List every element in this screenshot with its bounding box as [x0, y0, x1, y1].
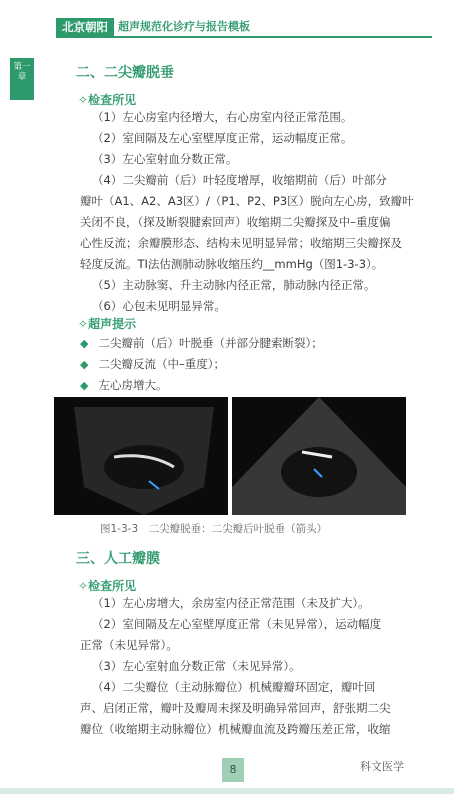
- header-rule: [56, 36, 432, 38]
- hint-text: 左心房增大。: [98, 378, 168, 392]
- page-header: [0, 0, 454, 40]
- diamond-bullet-icon: ◆: [80, 337, 89, 350]
- paragraph-line: （1）左心房室内径增大，右心房室内径正常范围。: [92, 110, 353, 124]
- chapter-tab: 第一章: [10, 58, 34, 100]
- hint-item: [80, 354, 225, 375]
- echo-image-left: [54, 397, 228, 515]
- paragraph-line: 心性反流；余瓣膜形态、结构未见明显异常；收缩期三尖瓣探及: [80, 236, 402, 250]
- watermark: 科文医学: [360, 760, 404, 773]
- section-title: 二、二尖瓣脱垂: [76, 65, 174, 81]
- figure-caption: 图1-3-3 二尖瓣脱垂：二尖瓣后叶脱垂（箭头）: [100, 523, 328, 535]
- diamond-bullet-icon: ◆: [80, 379, 89, 392]
- paragraph-line: （4）二尖瓣位（主动脉瓣位）机械瓣瓣环固定，瓣叶回: [92, 680, 376, 694]
- paragraph-line: 关闭不良，（探及断裂腱索回声）收缩期二尖瓣探及中–重度偏: [80, 215, 391, 229]
- hint-text: 二尖瓣反流（中–重度）；: [98, 357, 225, 371]
- book-title: 超声规范化诊疗与报告模板: [118, 20, 250, 33]
- hint-heading: ✧超声提示: [78, 317, 137, 331]
- paragraph-line: （2）室间隔及左心室壁厚度正常（未见异常），运动幅度: [92, 617, 382, 631]
- paragraph-line: （3）左心室射血分数正常。: [92, 152, 238, 166]
- paragraph-line: （1）左心房增大，余房室内径正常范围（未及扩大）。: [92, 596, 370, 610]
- paragraph-line: 瓣位（收缩期主动脉瓣位）机械瓣血流及跨瓣压差正常，收缩: [80, 722, 391, 736]
- book-series-label: 北京朝阳: [56, 18, 114, 36]
- paragraph-line: 声、启闭正常，瓣叶及瓣周未探及明确异常回声，舒张期二尖: [80, 701, 391, 715]
- paragraph-line: （5）主动脉窦、升主动脉内径正常，肺动脉内径正常。: [92, 278, 376, 292]
- section-title-2: 三、人工瓣膜: [76, 551, 160, 567]
- paragraph-line: （4）二尖瓣前（后）叶轻度增厚，收缩期前（后）叶部分: [92, 173, 387, 187]
- diamond-bullet-icon: ◆: [80, 358, 89, 371]
- paragraph-line: （6）心包未见明显异常。: [92, 299, 226, 313]
- paragraph-line: 正常（未见异常）。: [80, 638, 178, 652]
- echo-image-right: [232, 397, 406, 515]
- exam-heading: ✧检查所见: [78, 93, 137, 107]
- paragraph-line: 瓣叶（A1、A2、A3区）/（P1、P2、P3区）脱向左心房，致瓣叶: [80, 194, 414, 208]
- paragraph-line: （2）室间隔及左心室壁厚度正常，运动幅度正常。: [92, 131, 353, 145]
- page-number: 8: [222, 758, 244, 782]
- exam-heading-2: ✧检查所见: [78, 579, 137, 593]
- footer-band: [0, 788, 454, 794]
- paragraph-line: （3）左心室射血分数正常（未见异常）。: [92, 659, 301, 673]
- hint-item: [80, 333, 323, 354]
- hint-text: 二尖瓣前（后）叶脱垂（并部分腱索断裂）；: [98, 336, 323, 350]
- paragraph-line: 轻度反流。TI法估测肺动脉收缩压约__mmHg（图1-3-3）。: [80, 257, 384, 271]
- hint-item: [80, 375, 167, 396]
